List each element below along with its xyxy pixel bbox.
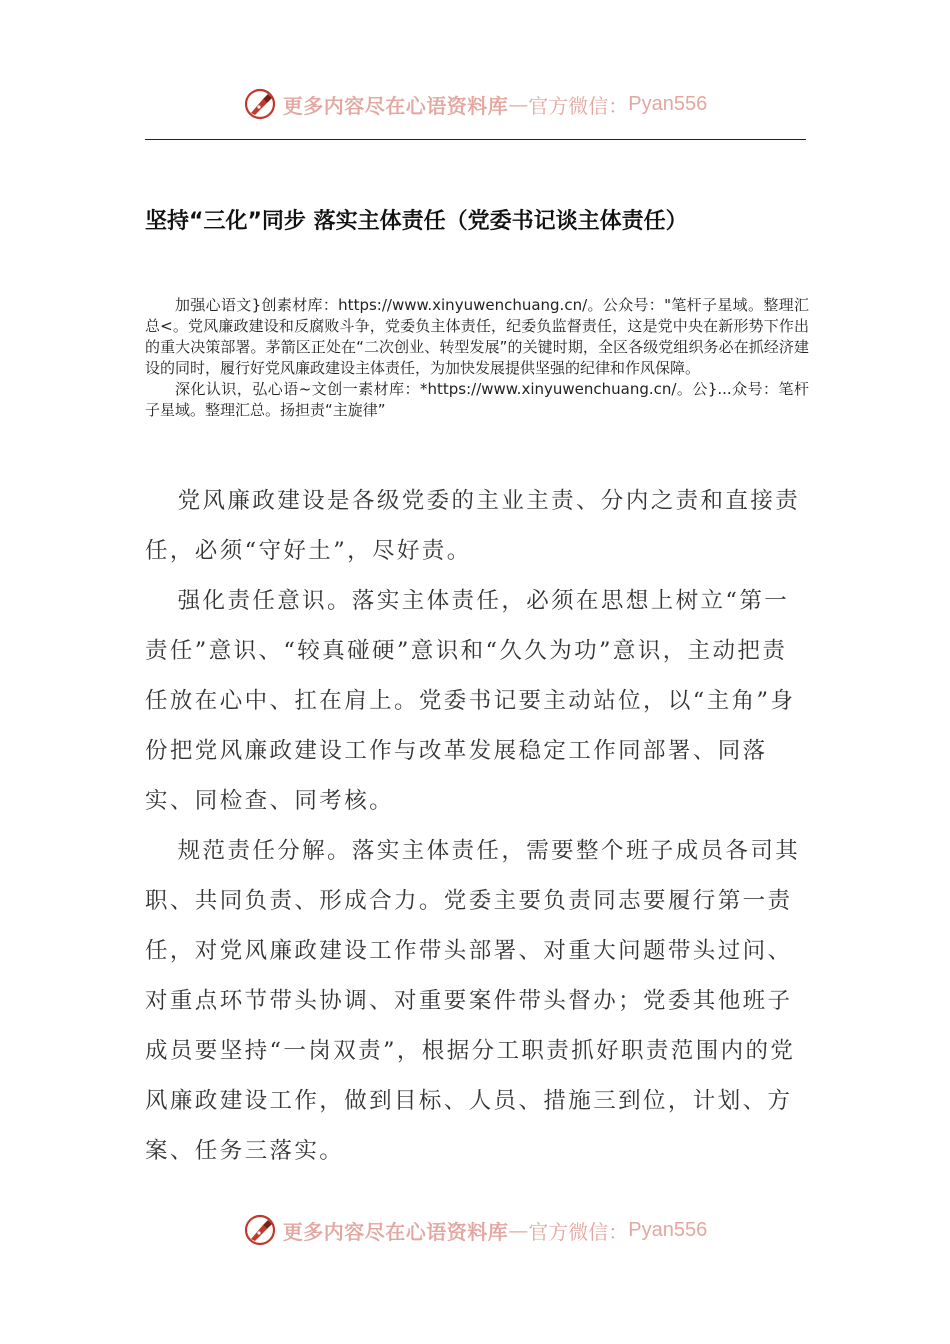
intro-block	[145, 295, 809, 421]
header-dash: —	[508, 92, 529, 116]
header-brand-text: 更多内容尽在心语资料库	[282, 93, 509, 118]
document-title: 坚持“三化”同步 落实主体责任（党委书记谈主体责任）	[145, 209, 688, 234]
footer-brand-text: 更多内容尽在心语资料库	[282, 1219, 509, 1244]
header-wechat-label: 官方微信：	[528, 93, 629, 118]
body-paragraph: 强化责任意识。落实主体责任，必须在思想上树立“第一责任”意识、“较真碰硬”意识和“久久为功”意识，主动把责任放在心中、扛在肩上。党委书记要主动站位，以“主角”身份把党风廉政建设工作与改革发展稳定工作同部署、同落实、同检查、同考核。	[145, 588, 796, 814]
footer-wechat-label: 官方微信：	[528, 1219, 629, 1244]
header-watermark-banner	[0, 80, 950, 128]
footer-dash: —	[508, 1218, 529, 1242]
pen-nib-circle-icon	[243, 1213, 277, 1247]
header-divider	[145, 139, 806, 140]
footer-wechat-id: Pyan556	[628, 1218, 708, 1241]
body-block	[145, 476, 807, 1176]
header-wechat-id: Pyan556	[628, 92, 708, 115]
body-paragraph: 党风廉政建设是各级党委的主业主责、分内之责和直接责任，必须“守好土”，尽好责。	[145, 488, 801, 564]
body-paragraph: 规范责任分解。落实主体责任，需要整个班子成员各司其职、共同负责、形成合力。党委主要负责同志要履行第一责任，对党风廉政建设工作带头部署、对重大问题带头过问、对重点环节带头协调、对重要案件带头督办；党委其他班子成员要坚持“一岗双责”，根据分工职责抓好职责范围内的党风廉政建设工作，做到目标、人员、措施三到位，计划、方案、任务三落实。	[145, 838, 801, 1164]
intro-paragraph: 加强心语文}创素材库：https://www.xinyuwenchuang.cn/。公众号："笔杆子星域。整理汇总<。党风廉政建设和反腐败斗争，党委负主体责任，纪委负监督责任，这是党中央在新形势下作出的重大决策部署。茅箭区正处在“二次创业、转型发展”的关键时期，全区各级党组织务必在抓经济建设的同时，履行好党风廉政建设主体责任，为加快发展提供坚强的纪律和作风保障。	[145, 296, 809, 377]
intro-paragraph: 深化认识，弘心语~文创一素材库：*https://www.xinyuwenchuang.cn/。公}...众号：笔杆子星域。整理汇总。扬担责“主旋律”	[145, 380, 809, 419]
pen-nib-circle-icon	[243, 87, 277, 121]
footer-watermark-banner	[0, 1206, 950, 1254]
